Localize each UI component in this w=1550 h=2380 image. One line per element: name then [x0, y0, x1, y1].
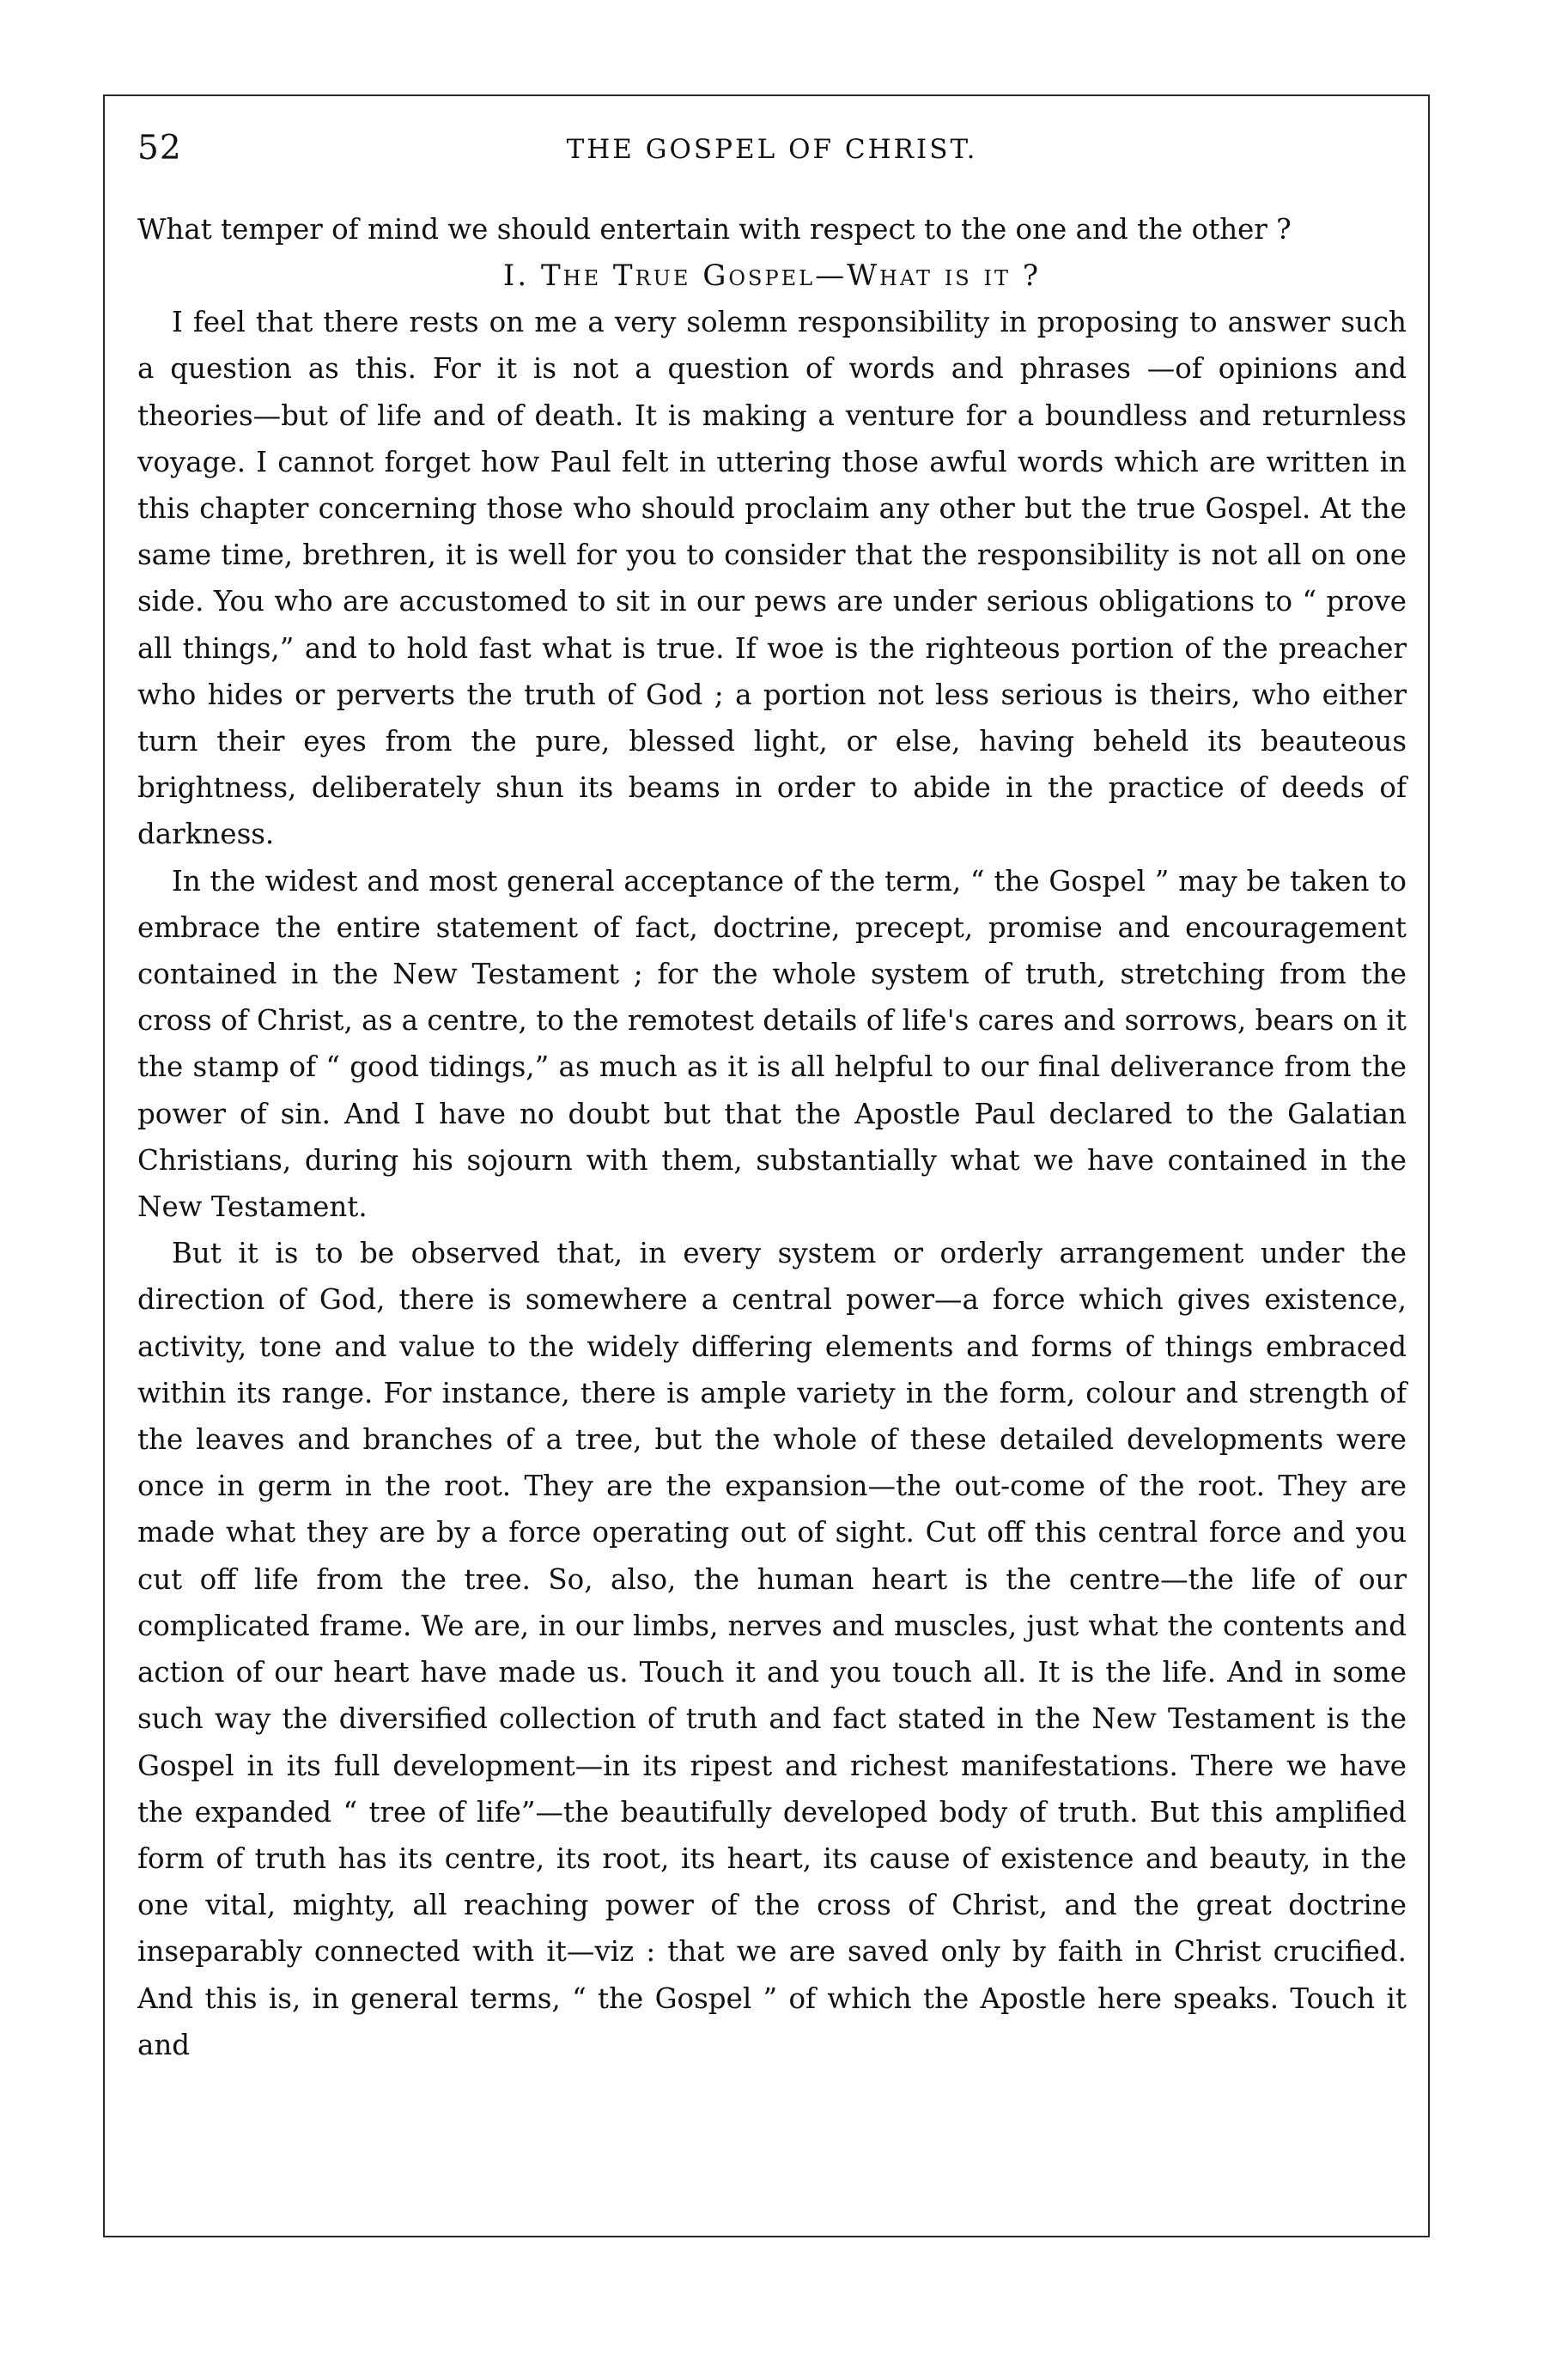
paragraph: In the widest and most general acceptance of the term, “ the Gospel ” may be taken to embrace the entire statement of fact, doctrine, precept, promise and encouragement contained in the New Testament ; for the whole system of truth, stretching from the cross of Christ, as a centre, to the remotest details of life's cares and sorrows, bears on it the stamp of “ good tidings,” as much as it is all helpful to our final deliverance from the power of sin. And I have no doubt but that the Apostle Paul declared to the Galatian Christians, during his sojourn with them, substantially what we have contained in the New Testament. — [137, 864, 1407, 1224]
body-text — [137, 206, 1407, 2068]
intro-paragraph: What temper of mind we should entertain with respect to the one and the other ? — [137, 213, 1292, 246]
section-heading — [137, 253, 1407, 299]
running-title: THE GOSPEL OF CHRIST. — [566, 134, 978, 165]
page-content — [137, 129, 1407, 2068]
running-head — [137, 129, 1407, 172]
page-number: 52 — [137, 129, 182, 167]
paragraph: I feel that there rests on me a very solemn responsibility in proposing to answer such a question as this. For it is not a question of words and phrases —of opinions and theories—but of life and of death. It is making a venture for a boundless and returnless voyage. I cannot forget how Paul felt in uttering those awful words which are written in this chapter concerning those who should proclaim any other but the true Gospel. At the same time, brethren, it is well for you to consider that the responsibility is not all on one side. You who are accustomed to sit in our pews are under serious obligations to “ prove all things,” and to hold fast what is true. If woe is the righteous portion of the preacher who hides or perverts the truth of God ; a portion not less serious is theirs, who either turn their eyes from the pure, blessed light, or else, having beheld its beauteous brightness, deliberately shun its beams in order to abide in the practice of deeds of darkness. — [137, 306, 1407, 851]
section-heading-text: I. The True Gospel—What is it ? — [502, 259, 1042, 294]
paragraph: But it is to be observed that, in every system or orderly arrangement under the direction of God, there is somewhere a central power—a force which gives existence, activity, tone and value to the widely differing elements and forms of things embraced within its range. For instance, there is ample variety in the form, colour and strength of the leaves and branches of a tree, but the whole of these detailed developments were once in germ in the root. They are the expansion—the out-come of the root. They are made what they are by a force operating out of sight. Cut off this central force and you cut off life from the tree. So, also, the human heart is the centre—the life of our complicated frame. We are, in our limbs, nerves and muscles, just what the contents and action of our heart have made us. Touch it and you touch all. It is the life. And in some such way the diversified collection of truth and fact stated in the New Testament is the Gospel in its full development—in its ripest and richest manifestations. There we have the expanded “ tree of life”—the beautifully developed body of truth. But this amplified form of truth has its centre, its root, its heart, its cause of existence and beauty, in the one vital, mighty, all reaching power of the cross of Christ, and the great doctrine inseparably connected with it—viz : that we are saved only by faith in Christ crucified. And this is, in general terms, “ the Gospel ” of which the Apostle here speaks. Touch it and — [137, 1237, 1407, 2061]
